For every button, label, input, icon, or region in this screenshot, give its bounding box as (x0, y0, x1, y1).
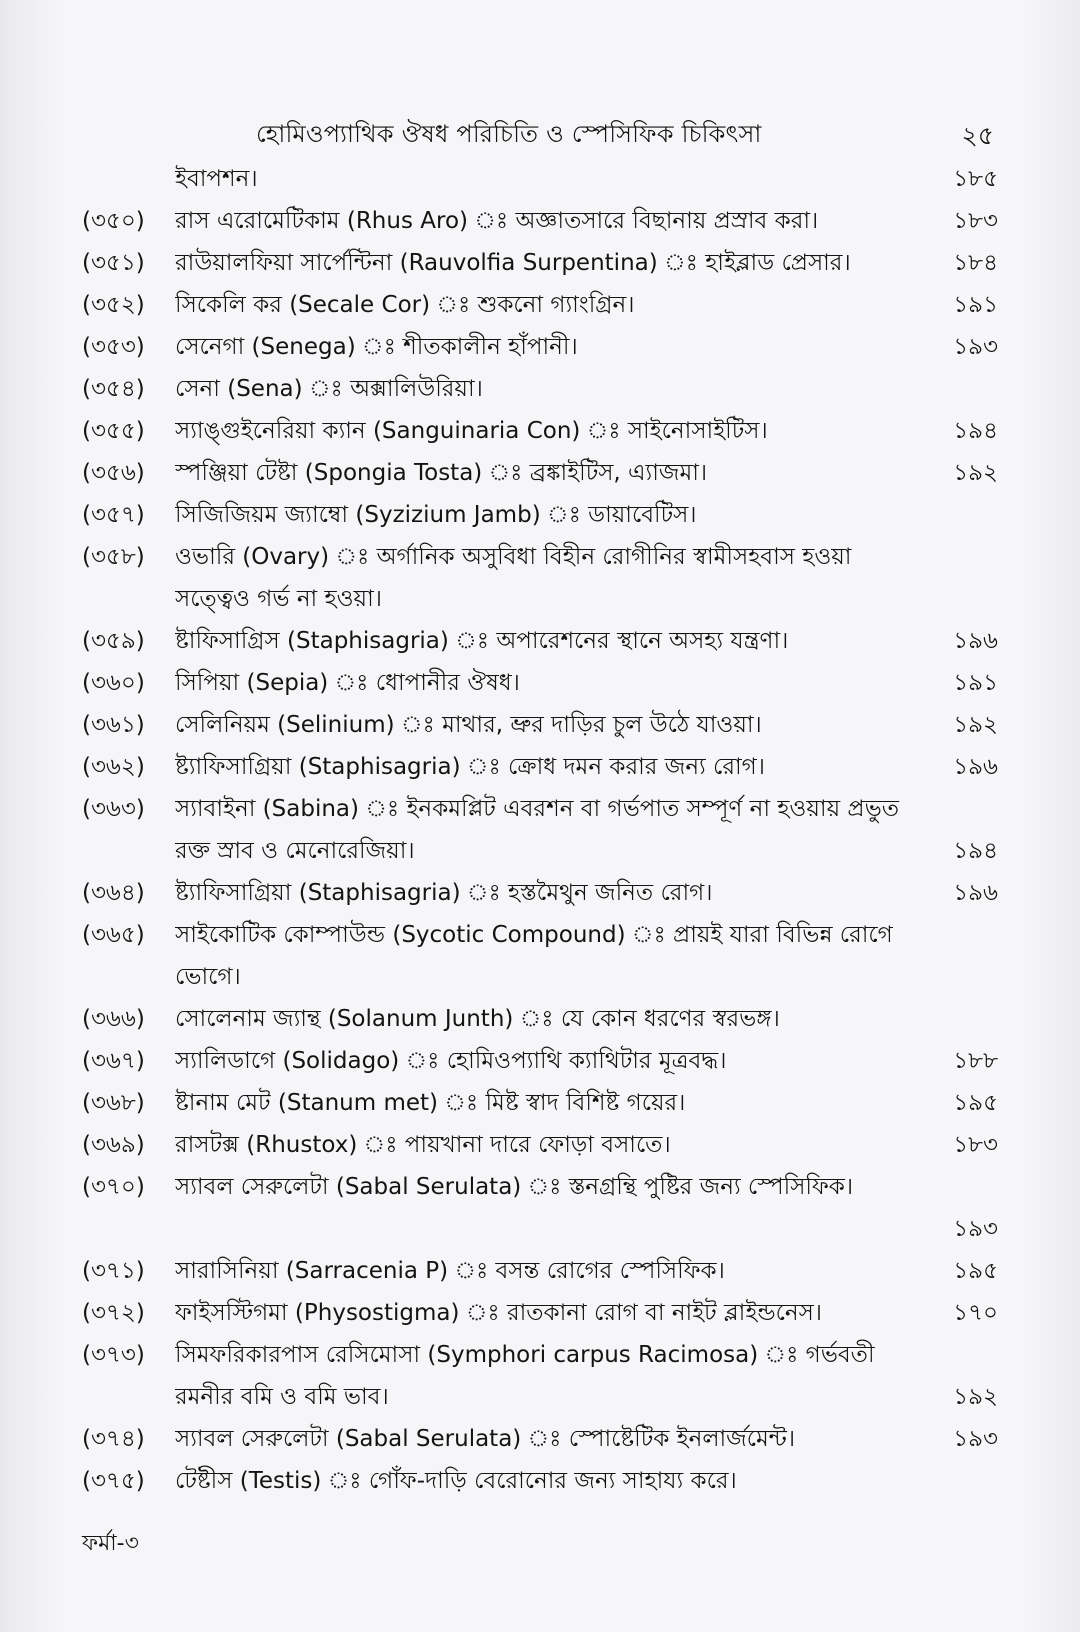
entry-text: সারাসিনিয়া (Sarracenia P) ঃ বসন্ত রোগের স্পেসিফিক। (175, 1258, 725, 1284)
remedy-entry (0, 998, 1080, 1040)
entry-text: স্যাবল সেরুলেটা (Sabal Serulata) ঃ স্তনগ্রন্থি পুষ্টির জন্য স্পেসিফিক। (175, 1174, 854, 1200)
entry-number: (৩৫৮) (82, 544, 145, 570)
entry-line (175, 1208, 995, 1250)
page-reference: ১৭০ (953, 1300, 998, 1326)
entry-text: স্যাঙ্গুইনেরিয়া ক্যান (Sanguinaria Con) ঃ সাইনোসাইটিস। (175, 418, 768, 444)
entry-number: (৩৫৯) (82, 628, 145, 654)
entry-number: (৩৭৩) (82, 1342, 145, 1368)
entry-text: স্যালিডাগে (Solidago) ঃ হোমিওপ্যাথি ক্যাথিটার মূত্রবদ্ধ। (175, 1048, 727, 1074)
remedy-entry (0, 368, 1080, 410)
entry-line (175, 1166, 995, 1208)
remedy-entry (0, 1292, 1080, 1334)
entry-number: (৩৬২) (82, 754, 145, 780)
entry-line (175, 578, 995, 620)
entry-text: ওভারি (Ovary) ঃ অর্গানিক অসুবিধা বিহীন রোগীনির স্বামীসহবাস হওয়া (175, 544, 852, 570)
entry-text: রাসটক্স (Rhustox) ঃ পায়খানা দারে ফোড়া বসাতে। (175, 1132, 671, 1158)
entry-number: (৩৭১) (82, 1258, 145, 1284)
entry-line (175, 494, 995, 536)
page-reference: ১৯৩ (953, 1426, 998, 1452)
entry-line (175, 1040, 995, 1082)
entry-line (175, 662, 995, 704)
entry-line (175, 872, 995, 914)
entry-number: (৩৫৭) (82, 502, 145, 528)
page-reference: ১৯৬ (953, 628, 998, 654)
entry-line (175, 788, 995, 830)
page-reference: ১৯৬ (953, 754, 998, 780)
entry-text: স্যাবল সেরুলেটা (Sabal Serulata) ঃ স্পোষ্টেটিক ইনলার্জমেন্ট। (175, 1426, 796, 1452)
entry-text: সাইকোটিক কোম্পাউন্ড (Sycotic Compound) ঃ প্রায়ই যারা বিভিন্ন রোগে (175, 922, 893, 948)
page-reference: ১৮৮ (953, 1048, 998, 1074)
entry-number: (৩৬০) (82, 670, 145, 696)
entry-number: (৩৬৯) (82, 1132, 145, 1158)
remedy-entry (0, 242, 1080, 284)
remedy-entry (0, 1418, 1080, 1460)
page-reference: ১৮৩ (953, 208, 998, 234)
entry-text: সেনেগা (Senega) ঃ শীতকালীন হাঁপানী। (175, 334, 578, 360)
entry-number: (৩৫৩) (82, 334, 145, 360)
entry-line (175, 620, 995, 662)
entry-text: ষ্ট্যাফিসাগ্রিয়া (Staphisagria) ঃ হস্তমৈথুন জনিত রোগ। (175, 880, 713, 906)
entry-number: (৩৬৩) (82, 796, 145, 822)
entry-text: ভোগে। (175, 964, 241, 990)
remedy-list (0, 158, 1080, 1502)
remedy-entry (0, 788, 1080, 872)
page-reference: ১৯৫ (953, 1090, 998, 1116)
page-number: ২৫ (961, 121, 994, 150)
remedy-entry (0, 1250, 1080, 1292)
entry-line (175, 158, 995, 200)
page-reference: ১৯১ (953, 670, 998, 696)
page-reference: ১৮৪ (953, 250, 998, 276)
entry-text: সেলিনিয়ম (Selinium) ঃ মাথার, ভ্রুর দাড়ির চুল উঠে যাওয়া। (175, 712, 762, 738)
entry-text: সিকেলি কর (Secale Cor) ঃ শুকনো গ্যাংগ্রিন। (175, 292, 635, 318)
entry-text: রাস এরোমেটিকাম (Rhus Aro) ঃ অজ্ঞাতসারে বিছানায় প্রস্রাব করা। (175, 208, 819, 234)
entry-text: সেনা (Sena) ঃ অক্সালিউরিয়া। (175, 376, 483, 402)
entry-number: (৩৫৫) (82, 418, 145, 444)
entry-text: ফাইসস্টিগমা (Physostigma) ঃ রাতকানা রোগ বা নাইট ব্লাইন্ডনেস। (175, 1300, 823, 1326)
remedy-entry (0, 1082, 1080, 1124)
entry-line (175, 1376, 995, 1418)
entry-line (175, 830, 995, 872)
entry-text: সিমফরিকারপাস রেসিমোসা (Symphori carpus Racimosa) ঃ গর্ভবতী (175, 1342, 875, 1368)
remedy-entry (0, 620, 1080, 662)
remedy-entry (0, 704, 1080, 746)
entry-text: সোলেনাম জ্যান্থ (Solanum Junth) ঃ যে কোন ধরণের স্বরভঙ্গ। (175, 1006, 780, 1032)
entry-number: (৩৭০) (82, 1174, 145, 1200)
remedy-entry (0, 410, 1080, 452)
entry-number: (৩৫৪) (82, 376, 145, 402)
entry-line (175, 326, 995, 368)
remedy-entry (0, 1124, 1080, 1166)
running-header (0, 116, 1080, 156)
remedy-entry (0, 536, 1080, 620)
entry-line (175, 200, 995, 242)
entry-line (175, 1292, 995, 1334)
remedy-entry (0, 1040, 1080, 1082)
entry-text: ইবাপশন। (175, 166, 258, 192)
remedy-entry (0, 662, 1080, 704)
header-title: হোমিওপ্যাথিক ঔষধ পরিচিতি ও স্পেসিফিক চিকিৎসা (256, 120, 762, 148)
remedy-entry (0, 494, 1080, 536)
remedy-entry (0, 872, 1080, 914)
entry-number: (৩৭৫) (82, 1468, 145, 1494)
entry-text: সিজিজিয়ম জ্যাম্বো (Syzizium Jamb) ঃ ডায়াবেটিস। (175, 502, 697, 528)
remedy-entry (0, 1460, 1080, 1502)
entry-text: ষ্টানাম মেট (Stanum met) ঃ মিষ্ট স্বাদ বিশিষ্ট গয়ের। (175, 1090, 686, 1116)
entry-number: (৩৬১) (82, 712, 145, 738)
remedy-entry (0, 746, 1080, 788)
remedy-entry (0, 284, 1080, 326)
entry-text: রমনীর বমি ও বমি ভাব। (175, 1384, 389, 1410)
entry-line (175, 998, 995, 1040)
signature-mark: ফর্মা-৩ (82, 1531, 139, 1556)
entry-text: স্যাবাইনা (Sabina) ঃ ইনকমপ্লিট এবরশন বা গর্ভপাত সম্পূর্ণ না হওয়ায় প্রভুত (175, 796, 899, 822)
page-reference: ১৮৫ (953, 166, 998, 192)
page-reference: ১৯২ (953, 712, 998, 738)
page-reference: ১৯৬ (953, 880, 998, 906)
entry-line (175, 1418, 995, 1460)
entry-line (175, 704, 995, 746)
page-reference: ১৯৩ (953, 1216, 998, 1242)
entry-text: রক্ত স্রাব ও মেনোরেজিয়া। (175, 838, 415, 864)
remedy-entry (0, 452, 1080, 494)
entry-number: (৩৫১) (82, 250, 145, 276)
page-reference: ১৯৪ (953, 418, 998, 444)
entry-text: স্পঞ্জিয়া টেষ্টা (Spongia Tosta) ঃ ব্রঙ্কাইটিস, এ্যাজমা। (175, 460, 708, 486)
page-reference: ১৯৫ (953, 1258, 998, 1284)
entry-line (175, 956, 995, 998)
entry-line (175, 914, 995, 956)
page-reference: ১৯২ (953, 1384, 998, 1410)
remedy-entry (0, 200, 1080, 242)
entry-number: (৩৬৫) (82, 922, 145, 948)
entry-number: (৩৭৪) (82, 1426, 145, 1452)
entry-text: সিপিয়া (Sepia) ঃ ধোপানীর ঔষধ। (175, 670, 520, 696)
entry-number: (৩৬৮) (82, 1090, 145, 1116)
entry-number: (৩৬৪) (82, 880, 145, 906)
entry-line (175, 452, 995, 494)
entry-number: (৩৭২) (82, 1300, 145, 1326)
entry-line (175, 1124, 995, 1166)
entry-number: (৩৫০) (82, 208, 145, 234)
remedy-entry (0, 326, 1080, 368)
entry-line (175, 1460, 995, 1502)
entry-number: (৩৫২) (82, 292, 145, 318)
remedy-entry (0, 1334, 1080, 1418)
entry-text: টেষ্টীস (Testis) ঃ গোঁফ-দাড়ি বেরোনোর জন্য সাহায্য করে। (175, 1468, 737, 1494)
page-reference: ১৯১ (953, 292, 998, 318)
page-reference: ১৯৪ (953, 838, 998, 864)
entry-text: ষ্ট্যাফিসাগ্রিয়া (Staphisagria) ঃ ক্রোধ দমন করার জন্য রোগ। (175, 754, 765, 780)
entry-number: (৩৬৭) (82, 1048, 145, 1074)
remedy-entry (0, 1166, 1080, 1250)
entry-line (175, 1250, 995, 1292)
entry-line (175, 410, 995, 452)
remedy-entry (0, 914, 1080, 998)
entry-text: রাউয়ালফিয়া সার্পেন্টিনা (Rauvolfia Surpentina) ঃ হাইব্লাড প্রেসার। (175, 250, 851, 276)
entry-line (175, 1082, 995, 1124)
entry-line (175, 242, 995, 284)
entry-line (175, 368, 995, 410)
entry-number: (৩৫৬) (82, 460, 145, 486)
entry-line (175, 1334, 995, 1376)
remedy-entry (0, 158, 1080, 200)
page-reference: ১৯৩ (953, 334, 998, 360)
page-reference: ১৯২ (953, 460, 998, 486)
entry-line (175, 536, 995, 578)
entry-text: সত্ত্বেও গর্ভ না হওয়া। (175, 586, 382, 612)
entry-text: ষ্টাফিসাগ্রিস (Staphisagria) ঃ অপারেশনের স্থানে অসহ্য যন্ত্রণা। (175, 628, 789, 654)
entry-line (175, 746, 995, 788)
entry-line (175, 284, 995, 326)
page-reference: ১৮৩ (953, 1132, 998, 1158)
entry-number: (৩৬৬) (82, 1006, 145, 1032)
